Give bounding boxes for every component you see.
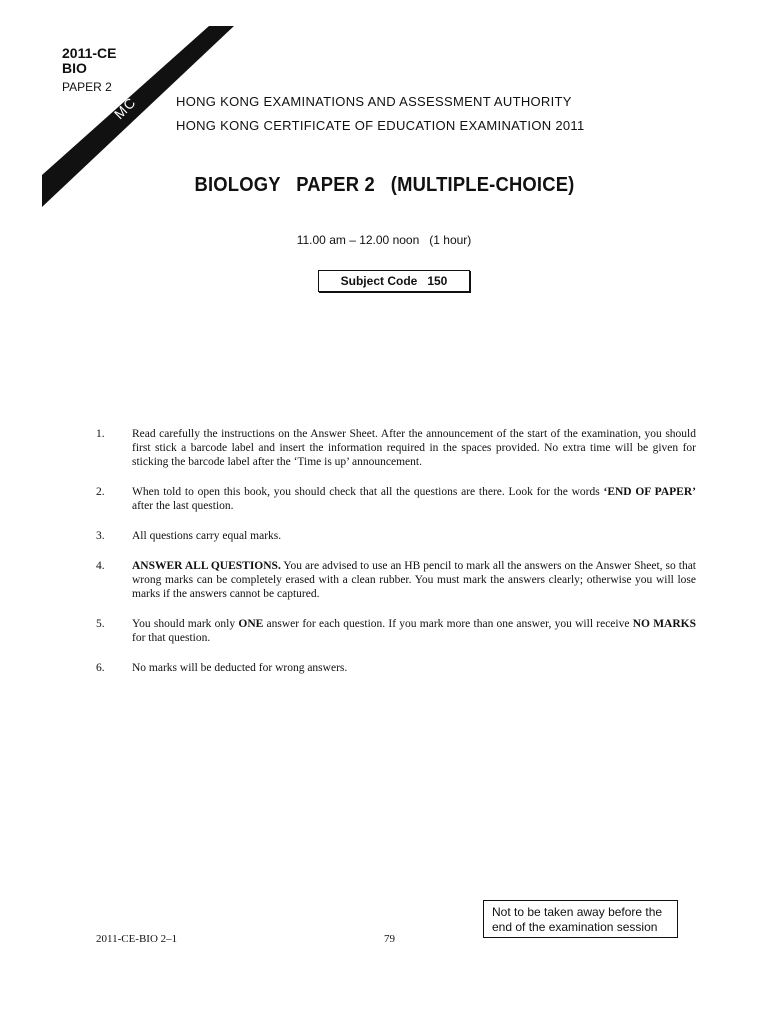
instruction-text (132, 559, 696, 601)
subject-code-box: Subject Code 150 (318, 270, 470, 292)
instruction-text: No marks will be deducted for wrong answers. (132, 662, 348, 674)
instruction-text-part: answer for each question. If you mark more than one answer, you will receive (263, 618, 633, 630)
instruction-item (96, 427, 696, 469)
paper-code-subject: BIO (62, 60, 87, 76)
instruction-number: 4. (96, 560, 105, 572)
instruction-item (96, 559, 696, 601)
instruction-emphasis: ‘END OF PAPER’ (603, 486, 696, 498)
ribbon-label: MC (110, 93, 139, 123)
instruction-item (96, 485, 696, 513)
exam-title (0, 174, 768, 197)
instruction-number: 3. (96, 530, 105, 542)
paper-number: PAPER 2 (62, 80, 112, 94)
instruction-number: 2. (96, 486, 105, 498)
authority-name: HONG KONG EXAMINATIONS AND ASSESSMENT AUTHORITY (176, 94, 572, 109)
instruction-text-part: You should mark only (132, 618, 239, 630)
paper-code-year: 2011-CE (62, 45, 117, 61)
instruction-item (96, 617, 696, 645)
instruction-emphasis: ANSWER ALL QUESTIONS. (132, 560, 281, 572)
instruction-number: 6. (96, 662, 105, 674)
certificate-name: HONG KONG CERTIFICATE OF EDUCATION EXAMINATION 2011 (176, 118, 585, 133)
instruction-item (96, 661, 696, 675)
instruction-text-part: When told to open this book, you should check that all the questions are there. Look for the words (132, 486, 604, 498)
instructions-list (96, 427, 696, 691)
instruction-text-part: after the last question. (132, 500, 234, 512)
authority-heading (176, 94, 636, 142)
footer-paper-code: 2011-CE-BIO 2–1 (96, 933, 178, 945)
instruction-text-part: You are advised to use an HB pencil to mark all the answers on the Answer Sheet, so that wrong marks can be completely erased with a clean rubber. You must mark the answers clearly; otherwise you will lose marks if the answers cannot be captured. (132, 560, 696, 600)
notice-box: Not to be taken away before the end of the examination session (483, 900, 678, 938)
page-number: 79 (384, 933, 395, 945)
paper-code-block (62, 46, 116, 94)
instruction-text (132, 485, 696, 513)
instruction-text: All questions carry equal marks. (132, 530, 282, 542)
instruction-text: Read carefully the instructions on the Answer Sheet. After the announcement of the start of the examination, you should first stick a barcode label and insert the information required in the spaces provided. No extra time will be given for sticking the barcode label after the ‘Time is up’ announcement. (132, 428, 696, 468)
instruction-number: 1. (96, 428, 105, 440)
instruction-emphasis: ONE (238, 618, 264, 630)
exam-time: 11.00 am – 12.00 noon (1 hour) (296, 233, 472, 247)
instruction-item (96, 529, 696, 543)
exam-title-text: BIOLOGY PAPER 2 (MULTIPLE-CHOICE) (194, 174, 574, 196)
instruction-text (132, 617, 696, 645)
instruction-number: 5. (96, 618, 105, 630)
instruction-emphasis: NO MARKS (632, 618, 696, 630)
instruction-text-part: for that question. (132, 632, 211, 644)
